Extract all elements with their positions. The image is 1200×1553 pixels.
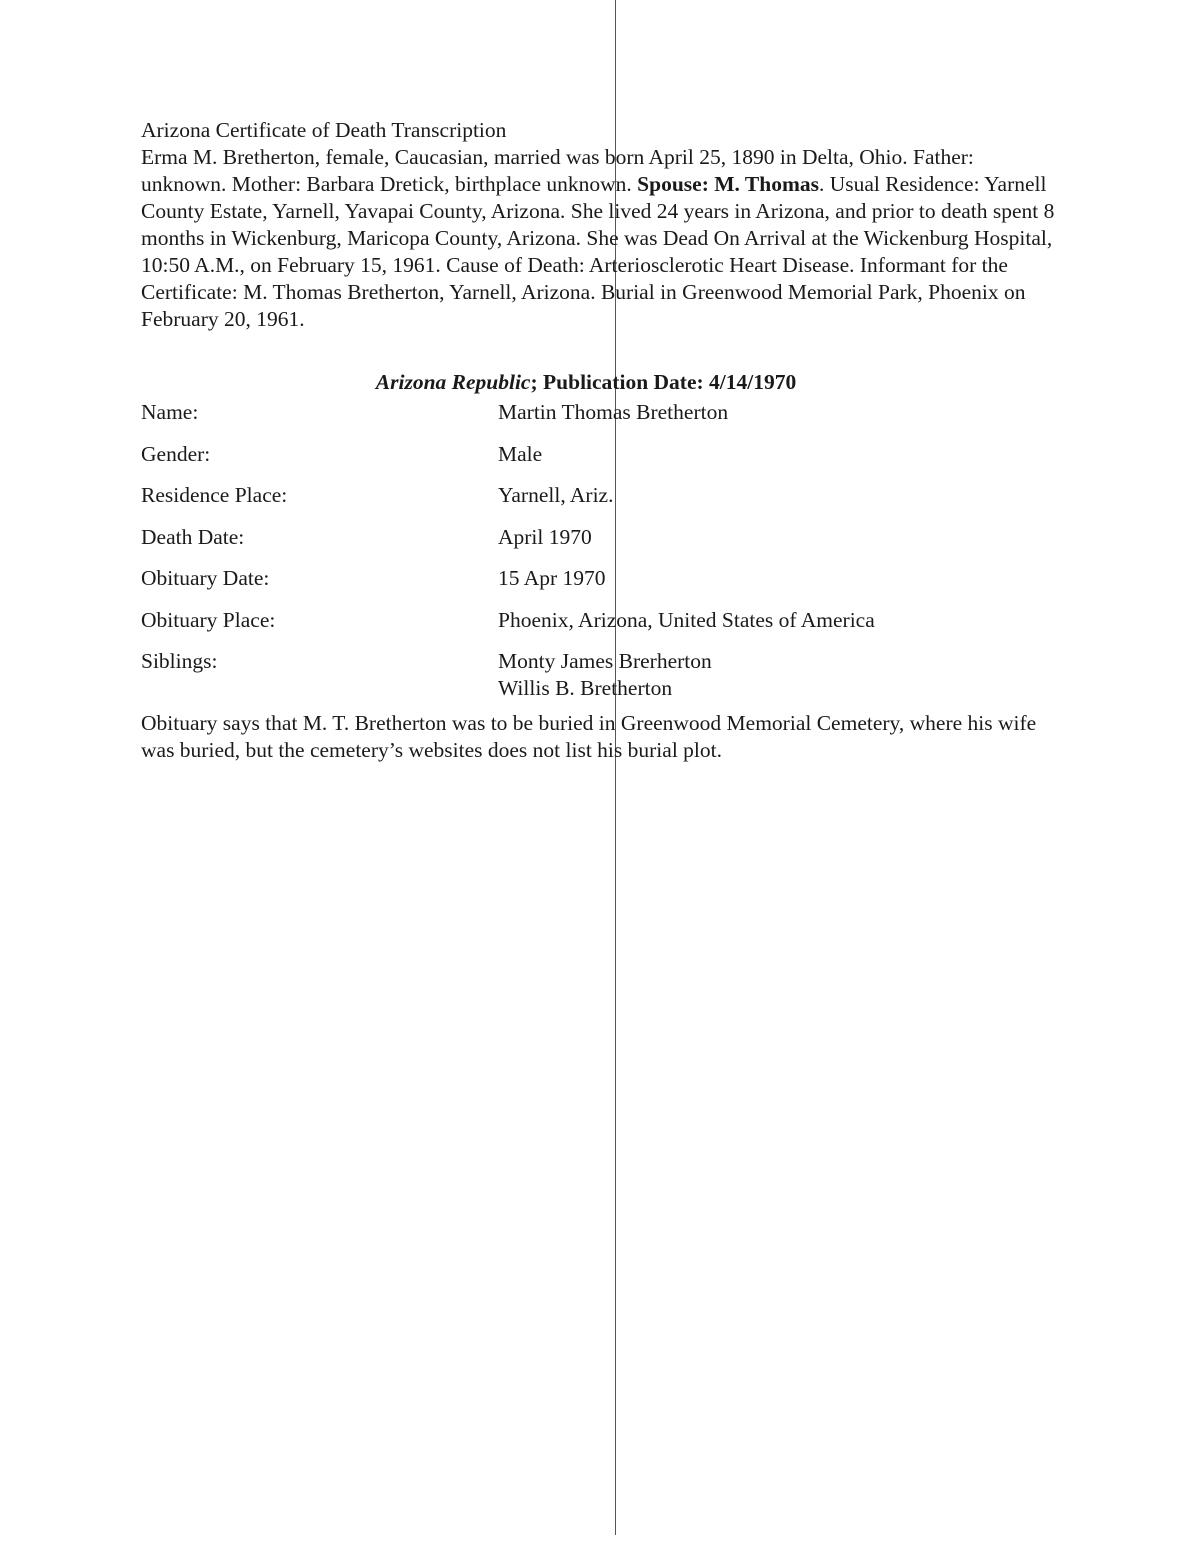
field-value: April 1970 bbox=[498, 524, 592, 549]
field-row-residence bbox=[141, 482, 1061, 524]
publication-name: Arizona Republic bbox=[375, 370, 531, 394]
certificate-heading: Arizona Certificate of Death Transcription bbox=[141, 118, 507, 142]
field-row-gender bbox=[141, 441, 1061, 483]
field-value: Martin Thomas Bretherton bbox=[498, 400, 729, 424]
certificate-text-part-1: Erma M. Bretherton, female, Caucasian, married was born April 25, 1890 in Delta, Ohio. Father: unknown. Mother: Barbara Dretick, birthplace unknown. bbox=[141, 145, 974, 196]
field-row-name bbox=[141, 399, 1061, 441]
field-row-siblings bbox=[141, 648, 1061, 702]
field-label: Name: bbox=[141, 400, 199, 424]
certificate-paragraph bbox=[141, 144, 1061, 333]
field-value: Male bbox=[498, 441, 543, 466]
sibling-name: Monty James Brerherton bbox=[498, 649, 712, 673]
field-value: 15 Apr 1970 bbox=[498, 566, 606, 590]
sibling-name: Willis B. Bretherton bbox=[498, 676, 673, 700]
siblings-list bbox=[498, 648, 1061, 702]
field-label: Obituary Place: bbox=[141, 607, 276, 632]
field-row-obituary-date bbox=[141, 565, 1061, 607]
certificate-text-part-2: . Usual Residence: Yarnell County Estate, Yarnell, Yavapai County, Arizona. She lived 24 years in Arizona, and prior to death spent 8 months in Wickenburg, Maricopa County, Arizona. She was Dead On Arrival at the Wickenburg Hospital, 10:50 A.M., on February 15, 1961. Cause of Death: Arteriosclerotic Heart Disease. Informant for the Certificate: M. Thomas Bretherton, Yarnell, Arizona. Burial in Greenwood Memorial Park, Phoenix on February 20, 1961. bbox=[141, 172, 1055, 331]
publication-date: ; Publication Date: 4/14/1970 bbox=[530, 370, 797, 394]
document-page bbox=[141, 117, 1061, 764]
field-value: Phoenix, Arizona, United States of America bbox=[498, 607, 875, 632]
field-row-obituary-place bbox=[141, 607, 1061, 649]
field-value: Yarnell, Ariz. bbox=[498, 483, 614, 507]
field-label: Residence Place: bbox=[141, 483, 288, 507]
obituary-fields bbox=[141, 399, 1061, 702]
field-label: Obituary Date: bbox=[141, 566, 270, 590]
publication-title bbox=[141, 369, 1061, 396]
obituary-note: Obituary says that M. T. Bretherton was to be buried in Greenwood Memorial Cemetery, where his wife was buried, but the cemetery’s websites does not list his burial plot. bbox=[141, 711, 1037, 762]
spouse-label: Spouse: M. Thomas bbox=[637, 172, 819, 196]
field-label: Gender: bbox=[141, 441, 211, 466]
field-row-death-date bbox=[141, 524, 1061, 566]
field-label: Siblings: bbox=[141, 649, 218, 673]
field-label: Death Date: bbox=[141, 524, 245, 549]
